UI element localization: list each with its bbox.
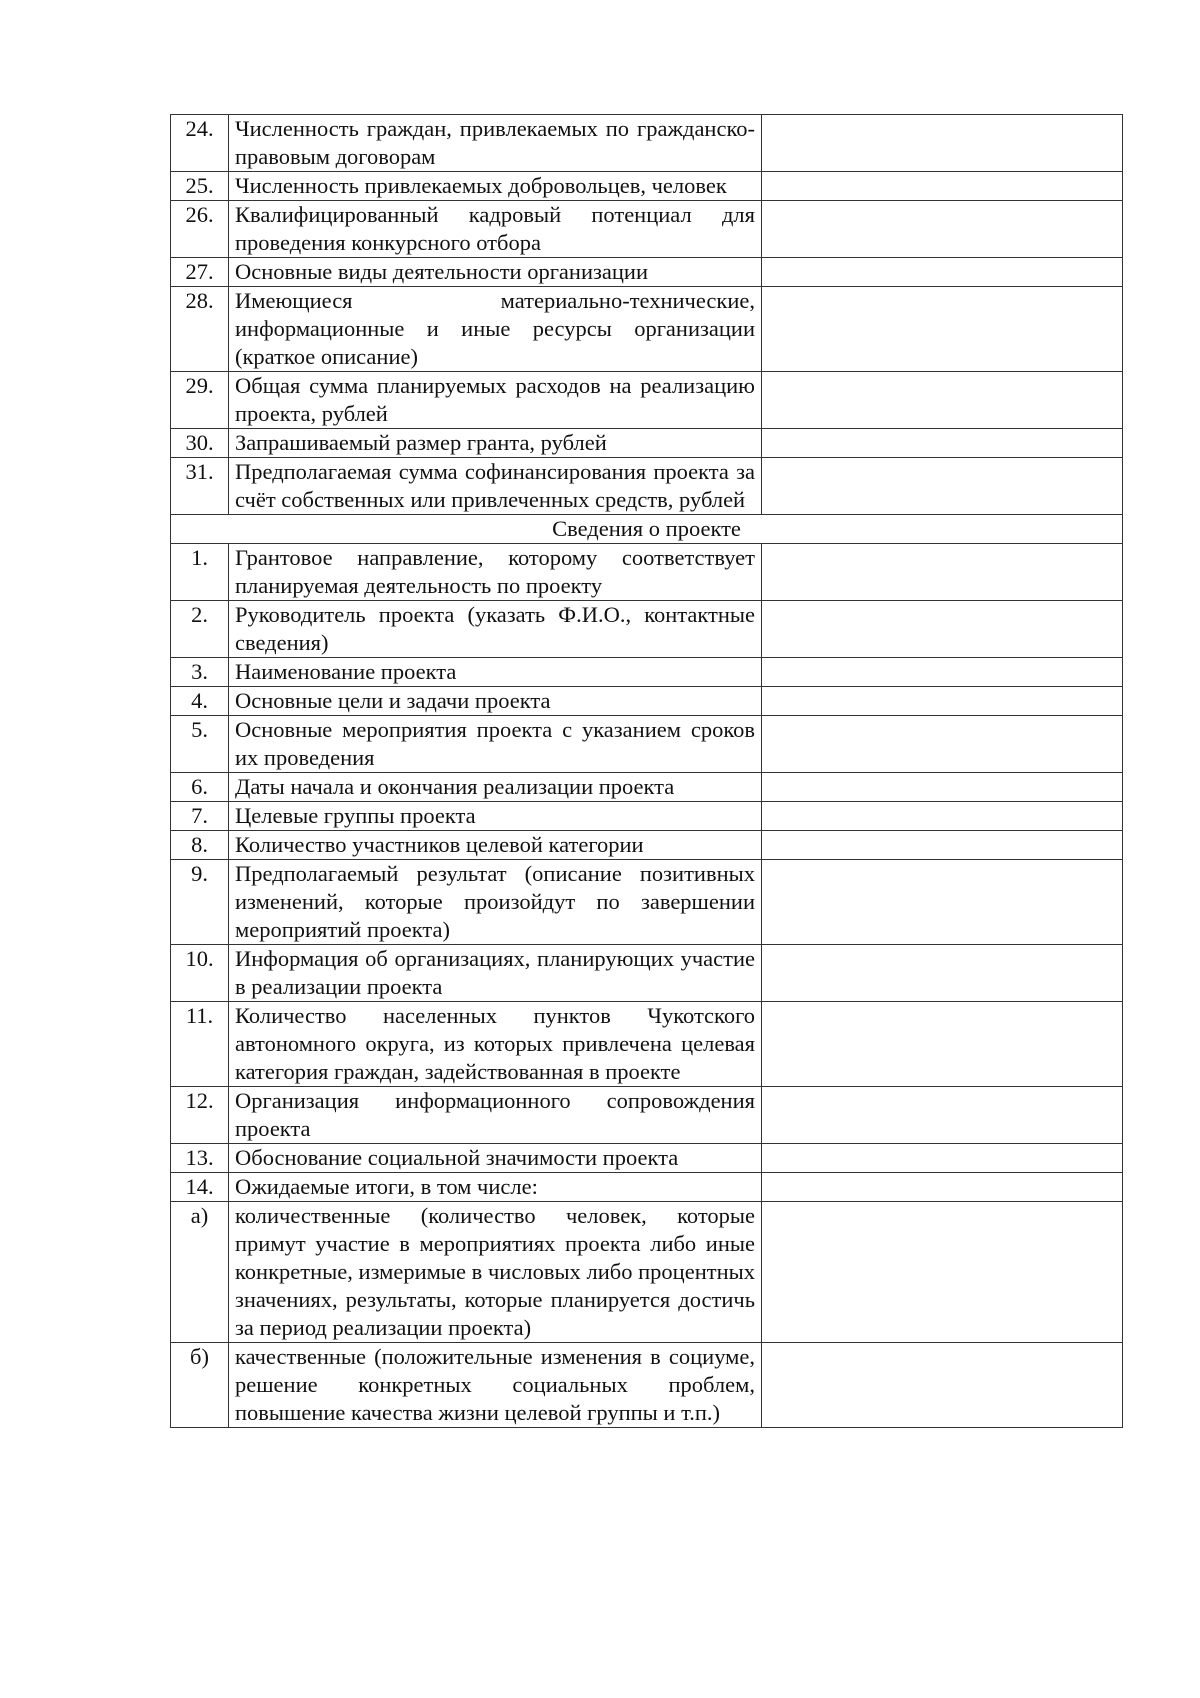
row-number: 7. xyxy=(171,802,229,831)
table-row xyxy=(171,544,1123,601)
row-number: 25. xyxy=(171,172,229,201)
row-label: Обоснование социальной значимости проекта xyxy=(229,1144,762,1173)
row-label: Ожидаемые итоги, в том числе: xyxy=(229,1173,762,1202)
row-label: количественные (количество человек, которые примут участие в мероприятиях проекта либо иные конкретные, измеримые в числовых либо процентных значениях, результаты, которые планируется достичь за период реализации проекта) xyxy=(229,1202,762,1343)
table-row xyxy=(171,258,1123,287)
row-value-field[interactable] xyxy=(762,1002,1123,1087)
row-label: Грантовое направление, которому соответствует планируемая деятельность по проекту xyxy=(229,544,762,601)
row-label: Запрашиваемый размер гранта, рублей xyxy=(229,429,762,458)
row-number: 9. xyxy=(171,860,229,945)
row-value-field[interactable] xyxy=(762,458,1123,515)
row-value-field[interactable] xyxy=(762,1343,1123,1428)
row-value-field[interactable] xyxy=(762,716,1123,773)
row-value-field[interactable] xyxy=(762,773,1123,802)
row-label: Целевые группы проекта xyxy=(229,802,762,831)
row-label: Предполагаемый результат (описание позитивных изменений, которые произойдут по завершении мероприятий проекта) xyxy=(229,860,762,945)
row-number: 6. xyxy=(171,773,229,802)
row-value-field[interactable] xyxy=(762,945,1123,1002)
table-row xyxy=(171,172,1123,201)
row-number: 30. xyxy=(171,429,229,458)
table-row xyxy=(171,945,1123,1002)
table-row xyxy=(171,658,1123,687)
row-value-field[interactable] xyxy=(762,201,1123,258)
row-number: 12. xyxy=(171,1087,229,1144)
row-number: 8. xyxy=(171,831,229,860)
row-value-field[interactable] xyxy=(762,1144,1123,1173)
row-label: Количество участников целевой категории xyxy=(229,831,762,860)
table-row xyxy=(171,1002,1123,1087)
row-number: 14. xyxy=(171,1173,229,1202)
row-label: Организация информационного сопровождения проекта xyxy=(229,1087,762,1144)
row-label: Основные мероприятия проекта с указанием сроков их проведения xyxy=(229,716,762,773)
row-value-field[interactable] xyxy=(762,544,1123,601)
row-number: 2. xyxy=(171,601,229,658)
table-row xyxy=(171,773,1123,802)
table-row xyxy=(171,1087,1123,1144)
row-value-field[interactable] xyxy=(762,831,1123,860)
table-row xyxy=(171,601,1123,658)
row-number: 3. xyxy=(171,658,229,687)
row-number: б) xyxy=(171,1343,229,1428)
row-value-field[interactable] xyxy=(762,687,1123,716)
row-label: Имеющиеся материально-технические, информационные и иные ресурсы организации (краткое описание) xyxy=(229,287,762,372)
row-number: 26. xyxy=(171,201,229,258)
application-form-table xyxy=(170,114,1123,1428)
row-number: 11. xyxy=(171,1002,229,1087)
table-row xyxy=(171,687,1123,716)
row-number: 29. xyxy=(171,372,229,429)
row-value-field[interactable] xyxy=(762,172,1123,201)
row-number: 4. xyxy=(171,687,229,716)
row-value-field[interactable] xyxy=(762,372,1123,429)
row-number: 10. xyxy=(171,945,229,1002)
row-label: Информация об организациях, планирующих участие в реализации проекта xyxy=(229,945,762,1002)
row-label: Основные цели и задачи проекта xyxy=(229,687,762,716)
table-row xyxy=(171,1202,1123,1343)
row-value-field[interactable] xyxy=(762,258,1123,287)
table-row xyxy=(171,831,1123,860)
row-label: Численность граждан, привлекаемых по гражданско-правовым договорам xyxy=(229,115,762,172)
table-row xyxy=(171,458,1123,515)
row-label: Основные виды деятельности организации xyxy=(229,258,762,287)
row-value-field[interactable] xyxy=(762,802,1123,831)
row-value-field[interactable] xyxy=(762,601,1123,658)
row-label: Наименование проекта xyxy=(229,658,762,687)
row-label: Общая сумма планируемых расходов на реализацию проекта, рублей xyxy=(229,372,762,429)
table-row xyxy=(171,115,1123,172)
row-label: качественные (положительные изменения в социуме, решение конкретных социальных проблем, повышение качества жизни целевой группы и т.п.) xyxy=(229,1343,762,1428)
row-value-field[interactable] xyxy=(762,115,1123,172)
section-title: Сведения о проекте xyxy=(171,515,1123,544)
row-value-field[interactable] xyxy=(762,860,1123,945)
row-number: 13. xyxy=(171,1144,229,1173)
table-row xyxy=(171,372,1123,429)
row-number: 31. xyxy=(171,458,229,515)
table-row xyxy=(171,1173,1123,1202)
table-row xyxy=(171,201,1123,258)
row-label: Количество населенных пунктов Чукотского автономного округа, из которых привлечена целевая категория граждан, задействованная в проекте xyxy=(229,1002,762,1087)
table-row xyxy=(171,429,1123,458)
table-row xyxy=(171,802,1123,831)
row-label: Численность привлекаемых добровольцев, человек xyxy=(229,172,762,201)
row-number: 5. xyxy=(171,716,229,773)
row-label: Руководитель проекта (указать Ф.И.О., контактные сведения) xyxy=(229,601,762,658)
row-label: Даты начала и окончания реализации проекта xyxy=(229,773,762,802)
table-row xyxy=(171,287,1123,372)
row-number: 28. xyxy=(171,287,229,372)
section-row xyxy=(171,515,1123,544)
row-value-field[interactable] xyxy=(762,287,1123,372)
row-value-field[interactable] xyxy=(762,1202,1123,1343)
row-value-field[interactable] xyxy=(762,658,1123,687)
table-row xyxy=(171,860,1123,945)
row-number: 24. xyxy=(171,115,229,172)
row-number: 27. xyxy=(171,258,229,287)
table-row xyxy=(171,1343,1123,1428)
row-value-field[interactable] xyxy=(762,1087,1123,1144)
row-label: Квалифицированный кадровый потенциал для проведения конкурсного отбора xyxy=(229,201,762,258)
row-value-field[interactable] xyxy=(762,1173,1123,1202)
row-number: а) xyxy=(171,1202,229,1343)
form-table-body xyxy=(171,115,1123,1428)
table-row xyxy=(171,716,1123,773)
row-value-field[interactable] xyxy=(762,429,1123,458)
table-row xyxy=(171,1144,1123,1173)
row-label: Предполагаемая сумма софинансирования проекта за счёт собственных или привлеченных средств, рублей xyxy=(229,458,762,515)
row-number: 1. xyxy=(171,544,229,601)
